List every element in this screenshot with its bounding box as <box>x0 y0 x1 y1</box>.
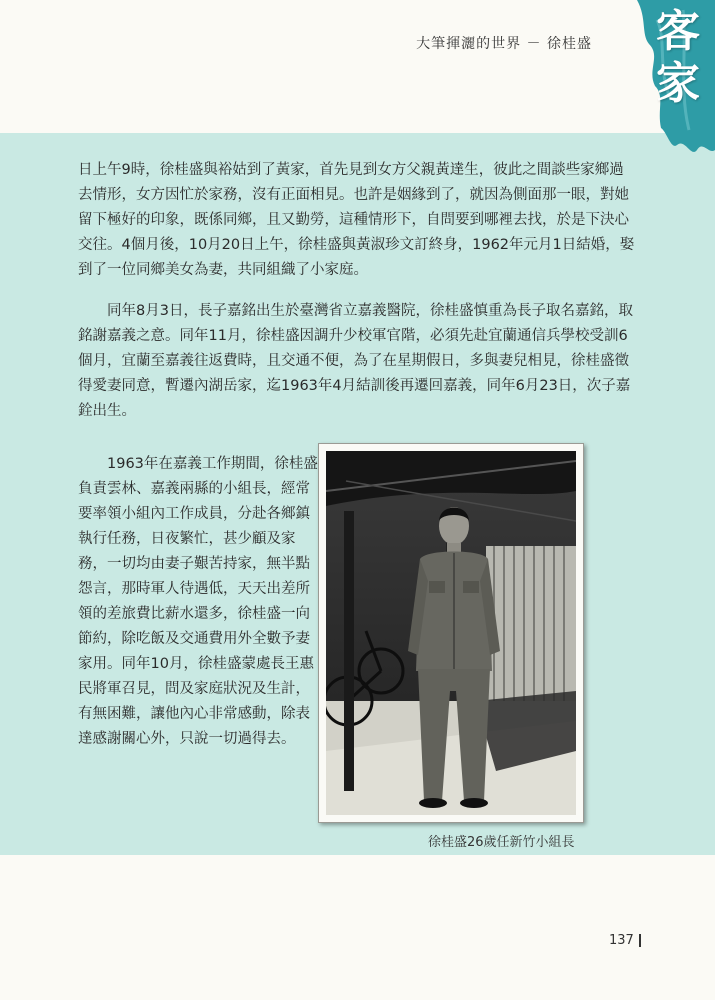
paragraph-1: 日上午9時，徐桂盛與裕姑到了黃家，首先見到女方父親黃達生，彼此之間談些家鄉過去情形，女方因忙於家務，沒有正面相見。也許是姻緣到了，就因為側面那一眼，對她留下極好的印象，既係同鄉，且又勤勞，這種情形下，自問要到哪裡去找，於是下決心交往。4個月後，10月20日上午，徐桂盛與黃淑珍文訂終身，1962年元月1日結婚，娶到了一位同鄉美女為妻，共同組織了小家庭。 <box>78 162 635 278</box>
portrait-photo <box>326 451 576 815</box>
photo-frame <box>318 443 584 823</box>
paragraph-2: 同年8月3日，長子嘉銘出生於臺灣省立嘉義醫院，徐桂盛慎重為長子取名嘉銘，取銘謝嘉義之意。同年11月，徐桂盛因調升少校軍官階，必須先赴宜蘭通信兵學校受訓6個月，宜蘭至嘉義往返費時，且交通不便，為了在星期假日，多與妻兒相見，徐桂盛徵得愛妻同意，暫遷內湖岳家，迄1963年4月結訓後再遷回嘉義，同年6月23日，次子嘉銓出生。 <box>78 303 633 419</box>
page-number-divider <box>639 934 641 947</box>
running-header-title: 大筆揮灑的世界 － 徐桂盛 <box>416 36 592 52</box>
section-brand-mark <box>645 6 711 110</box>
page-number: 137 <box>609 933 634 948</box>
brand-char-2: 家 <box>656 58 700 109</box>
photo-caption: 徐桂盛26歲任新竹小組長 <box>428 835 575 850</box>
brand-char-1: 客 <box>656 6 700 57</box>
paragraph-3: 1963年在嘉義工作期間，徐桂盛負責雲林、嘉義兩縣的小組長，經常要率領小組內工作成員，分赴各鄉鎮執行任務，日夜繁忙，甚少顧及家務，一切均由妻子艱苦持家，無半點怨言，那時軍人待遇低，天天出差所領的差旅費比薪水還多，徐桂盛一向節約，除吃飯及交通費用外全數予妻家用。同年10月，徐桂盛蒙處長王惠民將軍召見，問及家庭狀況及生計，有無困難，讓他內心非常感動，除表達感謝關心外，只說一切過得去。 <box>78 456 318 747</box>
